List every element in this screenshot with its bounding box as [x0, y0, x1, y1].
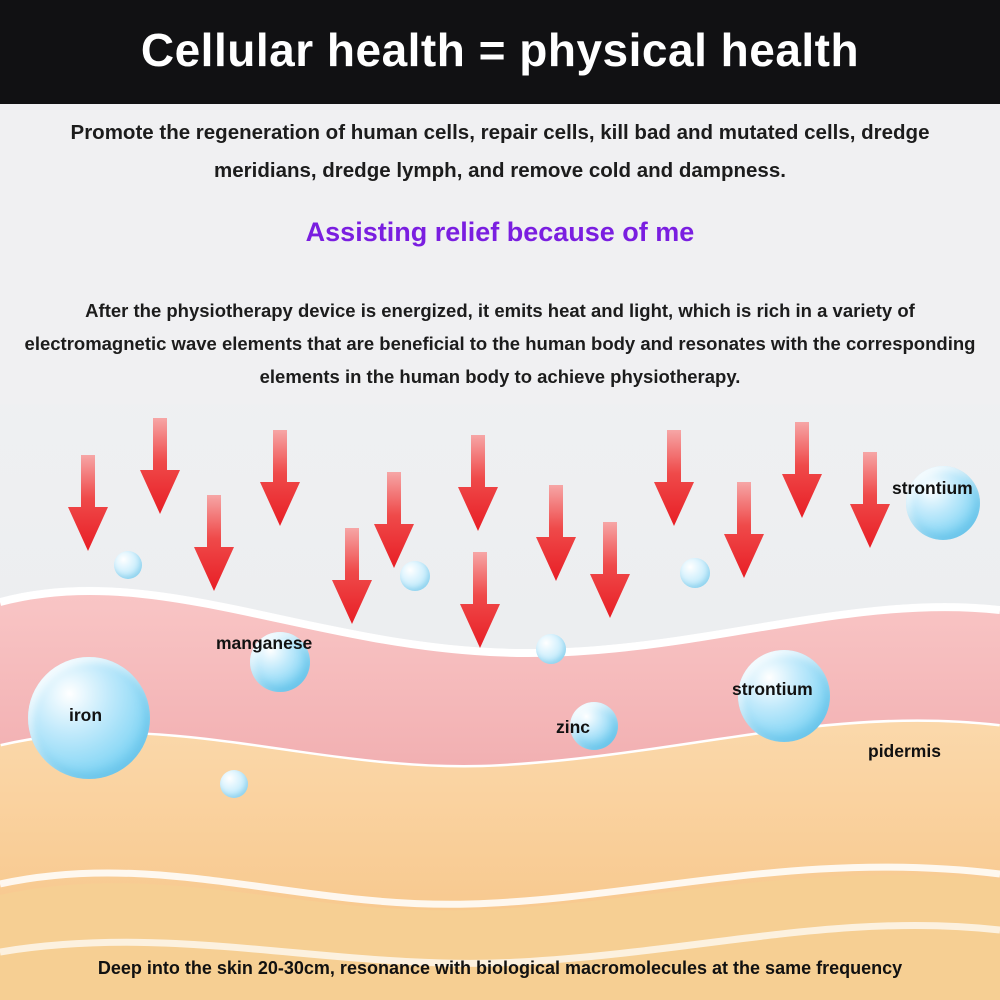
label-strontium-top: strontium	[892, 478, 973, 498]
down-arrow-icon	[588, 522, 632, 618]
label-zinc: zinc	[556, 717, 591, 737]
page-title: Cellular health = physical health	[140, 24, 860, 76]
body-paragraph: After the physiotherapy device is energized, it emits heat and light, which is rich in a variety of electromagnetic wave elements that are beneficial to the human body and resonates with the corresponding elements in the human body to achieve physiotherapy.	[24, 300, 976, 387]
down-arrow-icon	[780, 422, 824, 518]
intro-text-section	[0, 104, 1000, 404]
label-manganese: manganese	[216, 633, 313, 653]
down-arrow-icon	[258, 430, 302, 526]
down-arrow-icon	[372, 472, 416, 568]
down-arrow-icon	[722, 482, 766, 578]
mineral-bubble-icon	[536, 634, 566, 664]
footer-caption: Deep into the skin 20-30cm, resonance with biological macromolecules at the same frequency	[97, 958, 903, 978]
lead-paragraph: Promote the regeneration of human cells, repair cells, kill bad and mutated cells, dredge meridians, dredge lymph, and remove cold and dampness.	[70, 121, 930, 182]
down-arrow-icon	[652, 430, 696, 526]
label-iron: iron	[69, 705, 103, 725]
down-arrow-icon	[458, 552, 502, 648]
mineral-bubble-icon	[114, 551, 142, 579]
mineral-bubble-icon	[680, 558, 710, 588]
down-arrow-icon	[138, 418, 182, 514]
down-arrow-icon	[330, 528, 374, 624]
down-arrow-icon	[534, 485, 578, 581]
down-arrow-icon	[456, 435, 500, 531]
label-epidermis: pidermis	[868, 741, 941, 761]
down-arrow-icon	[192, 495, 236, 591]
mineral-bubble-icon	[400, 561, 430, 591]
section-subtitle: Assisting relief because of me	[305, 217, 695, 247]
down-arrow-icon	[66, 455, 110, 551]
label-strontium-mid: strontium	[732, 679, 813, 699]
down-arrow-icon	[848, 452, 892, 548]
mineral-bubble-icon	[220, 770, 248, 798]
